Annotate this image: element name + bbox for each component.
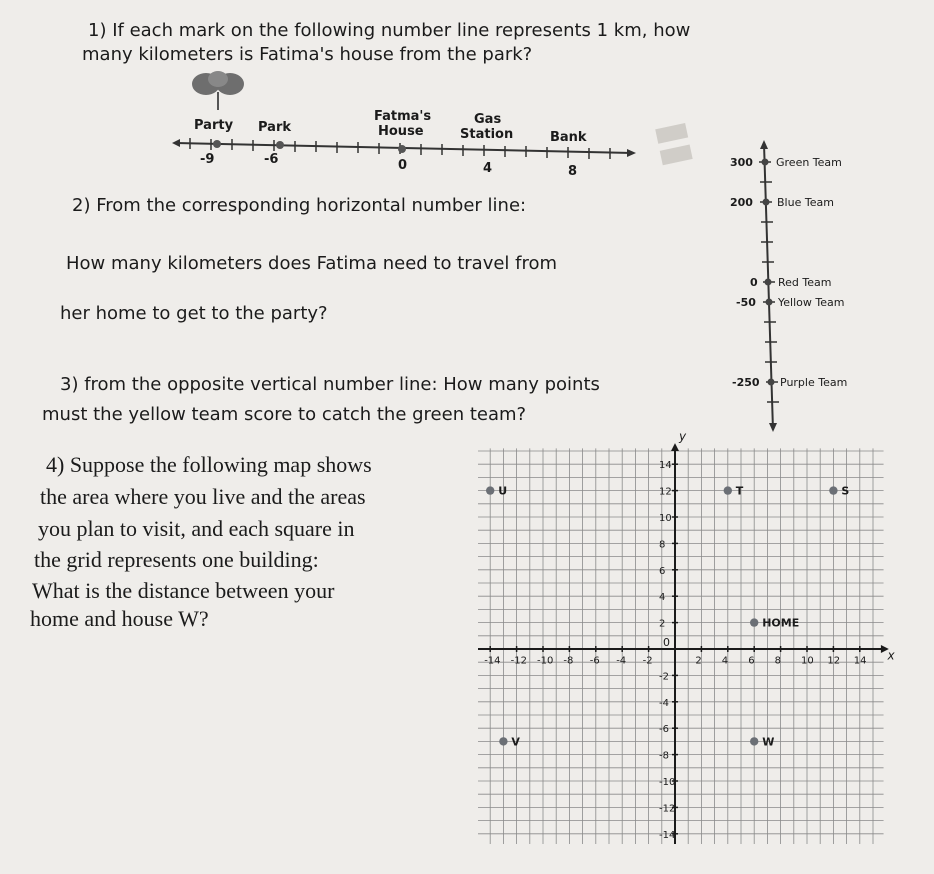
x-tick-label: 2 (695, 655, 702, 667)
purple-team-value: -250 (732, 376, 760, 389)
red-team-value: 0 (750, 276, 758, 289)
horizontal-number-line (170, 105, 640, 185)
q3-line2: must the yellow team score to catch the green team? (42, 404, 527, 425)
y-tick-label: -2 (659, 671, 669, 683)
yellow-team-dot (766, 299, 773, 306)
x-tick-label: 8 (774, 655, 781, 667)
party-dot (213, 140, 221, 148)
label-house: House (378, 124, 424, 139)
x-tick-label: -12 (510, 655, 527, 667)
y-tick-label: -8 (659, 750, 669, 762)
x-tick-label: 6 (748, 655, 755, 667)
x-tick-label: 12 (827, 655, 841, 667)
y-tick-label: -12 (659, 803, 676, 815)
y-tick-label: -10 (659, 777, 676, 788)
q2-line1: 2) From the corresponding horizontal number line: (72, 195, 527, 216)
left-arrow-icon (172, 139, 180, 147)
red-team-dot (765, 279, 772, 286)
down-arrow-icon (769, 423, 777, 432)
right-arrow-icon (627, 149, 636, 157)
y-axis-arrow-icon (671, 443, 679, 451)
x-tick-label: 14 (853, 655, 867, 667)
y-tick-label: 14 (659, 460, 672, 472)
x-tick-label: -14 (484, 655, 501, 667)
tick-4: 4 (483, 161, 493, 176)
red-team-name: Red Team (778, 276, 832, 289)
blue-team-value: 200 (730, 196, 753, 209)
y-tick-label: -6 (659, 724, 669, 736)
park-dot (276, 141, 284, 149)
tick-0: 0 (398, 158, 408, 173)
label-bank: Bank (550, 130, 587, 145)
y-tick-label: -14 (659, 829, 676, 841)
point-u-marker (486, 486, 494, 494)
q4-line4: the grid represents one building: (34, 547, 319, 572)
x-tick-label: -2 (642, 655, 653, 667)
tick-minus-6: -6 (264, 152, 279, 167)
green-team-name: Green Team (776, 156, 842, 169)
purple-team-name: Purple Team (780, 376, 848, 389)
x-tick-label: -10 (537, 655, 554, 667)
point-w-label: W (762, 735, 775, 749)
y-tick-label: 10 (659, 513, 672, 524)
y-tick-label: 12 (659, 486, 672, 498)
x-tick-label: 10 (801, 655, 814, 667)
vertical-number-line (720, 140, 880, 435)
y-tick-label: 2 (659, 618, 666, 630)
q4-line6: home and house W? (30, 606, 209, 631)
x-tick-label: -6 (589, 655, 600, 667)
label-park: Park (258, 120, 292, 135)
point-home-label: HOME (762, 616, 800, 630)
y-axis-label: y (678, 432, 687, 444)
point-v-label: V (511, 735, 520, 749)
q1-line2: many kilometers is Fatima's house from the park? (82, 44, 533, 65)
q4-line1: 4) Suppose the following map shows (46, 452, 372, 477)
point-t-label: T (735, 484, 744, 498)
point-s-label: S (841, 484, 850, 498)
point-w-marker (750, 737, 758, 745)
up-arrow-icon (760, 140, 768, 149)
label-fatmas: Fatma's (374, 109, 432, 124)
coordinate-grid-map (478, 432, 918, 844)
label-gas: Gas (474, 112, 502, 127)
label-party: Party (194, 118, 234, 133)
tick-minus-9: -9 (200, 152, 215, 167)
x-tick-label: -4 (616, 655, 627, 667)
y-tick-label: 6 (659, 565, 666, 577)
green-team-dot (762, 159, 769, 166)
q1-line1: 1) If each mark on the following number line represents 1 km, how (88, 20, 691, 41)
blue-team-name: Blue Team (777, 196, 834, 209)
point-t-marker (724, 486, 732, 494)
q3-line1: 3) from the opposite vertical number line: How many points (60, 374, 600, 395)
point-u-label: U (498, 484, 508, 498)
bleed-through-mark: ▮▮ (649, 117, 705, 170)
x-tick-label: -8 (563, 655, 574, 667)
q4-line5: What is the distance between your (32, 578, 335, 603)
q2-line3: her home to get to the party? (60, 303, 328, 324)
purple-team-dot (768, 379, 775, 386)
tick-8: 8 (568, 164, 578, 179)
x-axis-label: x (887, 648, 895, 663)
point-home-marker (750, 618, 758, 626)
origin-label: 0 (663, 636, 670, 649)
x-tick-label: 4 (721, 655, 729, 667)
q2-line2: How many kilometers does Fatima need to travel from (66, 253, 558, 274)
label-station: Station (460, 127, 514, 142)
yellow-team-value: -50 (736, 296, 756, 309)
green-team-value: 300 (730, 156, 753, 169)
q4-line2: the area where you live and the areas (40, 484, 366, 509)
house-dot (398, 145, 406, 153)
blue-team-dot (763, 199, 770, 206)
y-tick-label: 4 (659, 592, 666, 604)
vertical-axis (764, 144, 773, 430)
point-s-marker (829, 486, 837, 494)
yellow-team-name: Yellow Team (778, 296, 845, 309)
q4-line3: you plan to visit, and each square in (38, 516, 355, 541)
y-tick-label: -4 (659, 697, 669, 709)
point-v-marker (499, 737, 507, 745)
y-tick-label: 8 (659, 539, 666, 551)
